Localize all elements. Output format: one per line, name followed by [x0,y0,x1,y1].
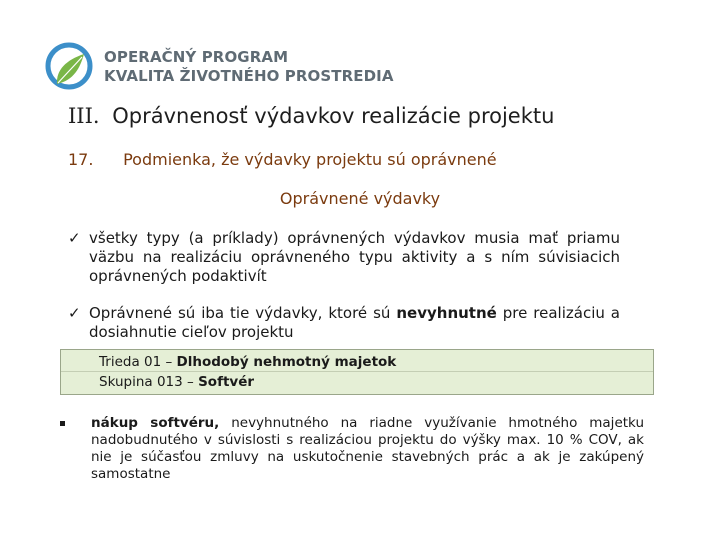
program-logo-icon [44,40,94,92]
square-bullet-icon [60,421,65,426]
list-item-text-start: Oprávnené sú iba tie výdavky, ktoré sú [89,304,397,322]
software-item-emphasis: nákup softvéru, [91,415,220,431]
logo-line-2: KVALITA ŽIVOTNÉHO PROSTREDIA [104,67,394,85]
checkmark-icon: ✓ [68,304,81,322]
list-item [68,229,620,286]
class-value: Dlhodobý nehmotný majetok [176,354,397,370]
list-item-text: všetky typy (a príklady) oprávnených výdavkov musia mať priamu väzbu na realizáciu oprávneného typu aktivity a s ním súvisiacich oprávnených podaktivít [89,229,620,285]
subsection-heading [68,150,497,169]
software-item-text [91,415,644,483]
section-number: III. [68,104,100,128]
list-item-emphasis: nevyhnutné [396,304,497,322]
list-item-text [89,304,620,342]
logo-line-1: OPERAČNÝ PROGRAM [104,48,289,66]
group-value: Softvér [198,374,255,390]
group-label: Skupina 013 – [99,374,199,390]
logo-text [104,48,394,86]
class-label: Trieda 01 – [99,354,177,370]
page-title [68,104,688,128]
subsection-number: 17. [68,150,94,169]
class-row [99,354,396,370]
section-title: Oprávnenosť výdavkov realizácie projektu [112,104,555,128]
software-item-body: nevyhnutného na riadne využívanie hmotného majetku nadobudnutého v súvislosti s realizáciou projektu do výšky max. 10 % COV, ak nie je súčasťou zmluvy na uskutočnenie stavebných prác a ak je zakúpený samostatne [91,415,644,482]
list-item-text-end: pre realizáciu a dosiahnutie cieľov projektu [89,304,620,341]
divider [61,371,653,372]
eligible-expenses-title: Oprávnené výdavky [279,189,441,208]
classification-box [60,349,654,395]
software-item [60,415,644,483]
checkmark-icon: ✓ [68,229,81,247]
subsection-title: Podmienka, že výdavky projektu sú oprávnené [123,150,497,169]
list-item [68,304,620,342]
group-row [99,374,254,390]
